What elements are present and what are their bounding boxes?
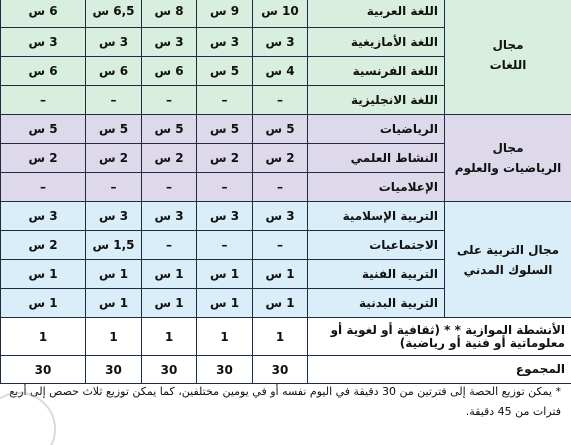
hours-cell: 30	[86, 356, 142, 384]
hours-cell: 1 س	[253, 260, 308, 289]
hours-cell: 1	[86, 318, 142, 356]
hours-cell: 3 س	[197, 202, 253, 231]
hours-cell: –	[1, 173, 86, 202]
hours-cell: 1 س	[142, 260, 197, 289]
hours-cell: –	[142, 231, 197, 260]
hours-cell: 5 س	[197, 57, 253, 86]
table-row	[1, 202, 571, 231]
subject-cell: اللغة العربية	[308, 0, 445, 28]
hours-cell: –	[253, 231, 308, 260]
hours-cell: 1 س	[253, 289, 308, 318]
subject-cell: الاجتماعيات	[308, 231, 445, 260]
hours-cell: 1	[253, 318, 308, 356]
domain-cell: مجال الرياضيات والعلوم	[445, 115, 571, 202]
footnote: * يمكن توزيع الحصة إلى فترتين من 30 دقيقة في اليوم نفسه أو في يومين مختلفين، كما يمكن توزيع ثلاث حصص إلى أربع فترات من 45 دقيقة.	[9, 385, 561, 418]
hours-cell: –	[86, 86, 142, 115]
hours-cell: 3 س	[86, 28, 142, 57]
hours-cell: 1	[142, 318, 197, 356]
hours-cell: 1,5 س	[86, 231, 142, 260]
hours-cell: 1 س	[86, 260, 142, 289]
subject-cell: التربية الإسلامية	[308, 202, 445, 231]
hours-cell: 2 س	[142, 144, 197, 173]
hours-cell: 1 س	[197, 289, 253, 318]
subject-cell: اللغة الفرنسية	[308, 57, 445, 86]
hours-cell: 1 س	[1, 260, 86, 289]
parallel-row	[1, 318, 571, 356]
subject-cell: اللغة الأمازيغية	[308, 28, 445, 57]
hours-cell: 3 س	[1, 202, 86, 231]
hours-cell: 6,5 س	[86, 0, 142, 28]
subject-cell: النشاط العلمي	[308, 144, 445, 173]
hours-cell: 3 س	[253, 202, 308, 231]
subject-cell: اللغة الانجليزية	[308, 86, 445, 115]
hours-cell: 6 س	[142, 57, 197, 86]
hours-cell: 5 س	[253, 115, 308, 144]
hours-cell: 1 س	[86, 289, 142, 318]
hours-cell: 6 س	[86, 57, 142, 86]
hours-cell: 3 س	[142, 28, 197, 57]
hours-cell: 5 س	[197, 115, 253, 144]
table-row	[1, 115, 571, 144]
hours-cell: –	[253, 86, 308, 115]
hours-cell: 1 س	[1, 289, 86, 318]
hours-cell: 5 س	[1, 115, 86, 144]
hours-cell: 30	[253, 356, 308, 384]
hours-cell: 3 س	[86, 202, 142, 231]
hours-cell: 2 س	[1, 144, 86, 173]
hours-cell: 5 س	[86, 115, 142, 144]
subject-cell: الرياضيات	[308, 115, 445, 144]
hours-cell: 6 س	[1, 0, 86, 28]
table-body	[1, 0, 571, 384]
hours-cell: –	[197, 173, 253, 202]
hours-cell: 1	[197, 318, 253, 356]
hours-cell: 2 س	[1, 231, 86, 260]
hours-cell: –	[197, 86, 253, 115]
hours-cell: –	[86, 173, 142, 202]
hours-cell: 30	[142, 356, 197, 384]
total-label: المجموع	[308, 356, 571, 384]
hours-cell: –	[142, 173, 197, 202]
domain-cell: مجال التربية على السلوك المدني	[445, 202, 571, 318]
hours-cell: 2 س	[197, 144, 253, 173]
hours-cell: –	[253, 173, 308, 202]
hours-cell: 5 س	[142, 115, 197, 144]
domain-cell: مجال اللغات	[445, 0, 571, 115]
hours-cell: –	[197, 231, 253, 260]
hours-cell: 1	[1, 318, 86, 356]
hours-cell: 2 س	[86, 144, 142, 173]
hours-cell: 30	[197, 356, 253, 384]
hours-cell: 3 س	[253, 28, 308, 57]
hours-cell: 3 س	[142, 202, 197, 231]
total-row	[1, 356, 571, 384]
hours-cell: 4 س	[253, 57, 308, 86]
table-row	[1, 0, 571, 28]
parallel-label: الأنشطة الموازية * * (ثقافية أو لغوية أو معلوماتية أو فنية أو رياضية)	[308, 318, 571, 356]
hours-cell: 1 س	[197, 260, 253, 289]
hours-cell: –	[1, 86, 86, 115]
subject-cell: التربية الفنية	[308, 260, 445, 289]
hours-cell: 30	[1, 356, 86, 384]
hours-cell: 2 س	[253, 144, 308, 173]
subject-cell: التربية البدنية	[308, 289, 445, 318]
hours-cell: 9 س	[197, 0, 253, 28]
hours-cell: –	[142, 86, 197, 115]
hours-cell: 3 س	[1, 28, 86, 57]
hours-cell: 10 س	[253, 0, 308, 28]
subject-cell: الإعلاميات	[308, 173, 445, 202]
hours-cell: 6 س	[1, 57, 86, 86]
hours-cell: 1 س	[142, 289, 197, 318]
hours-cell: 8 س	[142, 0, 197, 28]
hours-cell: 3 س	[197, 28, 253, 57]
